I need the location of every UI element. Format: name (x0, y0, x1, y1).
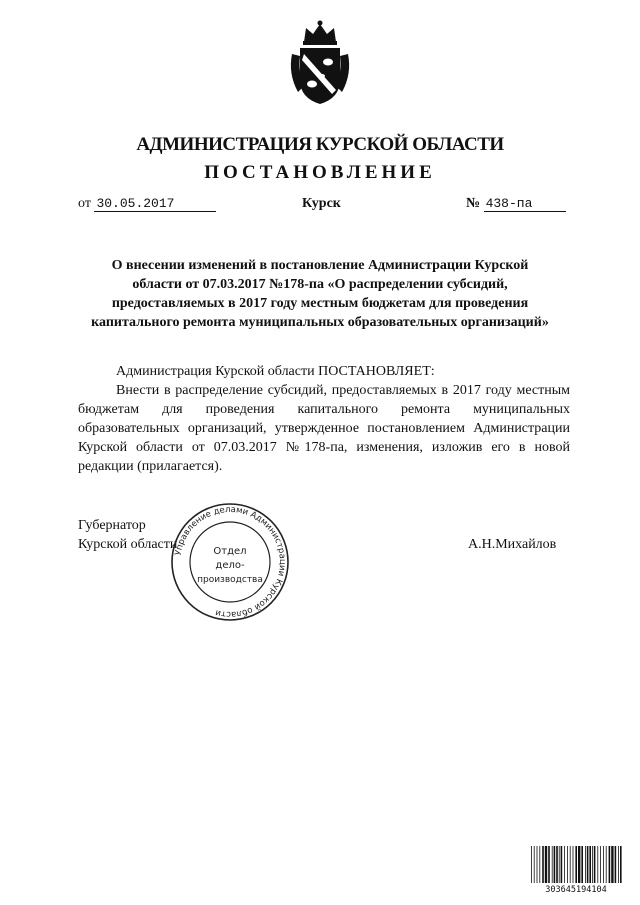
barcode-bar (618, 846, 619, 883)
barcode-bar (537, 846, 538, 883)
barcode-bar (554, 846, 556, 883)
barcode-bar (589, 846, 591, 883)
office-stamp (168, 500, 292, 624)
barcode-bar (585, 846, 586, 883)
barcode-bar (581, 846, 583, 883)
barcode-bar (609, 846, 611, 883)
body-paragraph-1: Администрация Курской области ПОСТАНОВЛЯЕТ: (116, 364, 435, 379)
number-prefix: № (466, 196, 481, 211)
barcode-bar (620, 846, 622, 883)
barcode-bar (548, 846, 550, 883)
barcode-bar (587, 846, 589, 883)
barcode-bar (545, 846, 547, 883)
stamp-line-2: дело- (215, 560, 245, 571)
barcode-bar (534, 846, 535, 883)
barcode-bar (567, 846, 568, 883)
barcode-bar (531, 846, 532, 883)
number-value: 438-па (484, 197, 566, 212)
stamp-outer-text: Управление делами Администрации Курской области (173, 504, 288, 620)
barcode-number: 303645194104 (545, 885, 607, 894)
barcode-bar (575, 846, 577, 883)
stamp-line-3: производства (197, 575, 263, 585)
position-line-1: Губернатор (78, 518, 146, 533)
document-body (78, 362, 570, 476)
kursk-coat-of-arms-icon (286, 20, 354, 106)
barcode-bar (564, 846, 565, 883)
barcode-bar (556, 846, 558, 883)
document-type: ПОСТАНОВЛЕНИЕ (204, 162, 436, 183)
barcode-bar (552, 846, 553, 883)
barcode-bar (606, 846, 607, 883)
body-paragraph-2: Внести в распределение субсидий, предоставляемых в 2017 году местным бюджетам для проведения капитального ремонта муниципальных образовательных организаций, утвержденное постановлением Администрации Курской области от 07.03.2017 №178-па, изменения, изложив его в новой редакции (прилагается). (78, 383, 570, 474)
barcode-bar (603, 846, 604, 883)
stamp-line-1: Отдел (213, 546, 247, 557)
position-line-2: Курской области (78, 537, 178, 552)
document-number (466, 196, 566, 212)
document-subject: О внесении изменений в постановление Администрации Курской области от 07.03.2017 №178-па «О распределении субсидий, предоставляемых в 2017 году местным бюджетам для проведения капитального ремонта муниципальных образовательных организаций» (91, 258, 549, 330)
barcode-bar (573, 846, 574, 883)
barcode-bar (611, 846, 613, 883)
document-city: Курск (302, 196, 341, 211)
barcode (530, 846, 622, 894)
barcode-bar (592, 846, 593, 883)
barcode-bar (600, 846, 601, 883)
date-prefix: от (78, 196, 91, 211)
signatory-name: А.Н.Михайлов (468, 537, 557, 552)
barcode-bar (570, 846, 571, 883)
barcode-bar (597, 846, 598, 883)
barcode-bar (559, 846, 560, 883)
barcode-bars (531, 846, 622, 883)
document-date (78, 196, 216, 212)
barcode-bar (578, 846, 580, 883)
barcode-bar (594, 846, 596, 883)
barcode-bar (539, 846, 540, 883)
barcode-bar (561, 846, 563, 883)
signatory-position (78, 516, 177, 554)
barcode-bar (542, 846, 544, 883)
barcode-bar (615, 846, 617, 883)
organization-title: АДМИНИСТРАЦИЯ КУРСКОЙ ОБЛАСТИ (136, 134, 504, 155)
date-value: 30.05.2017 (94, 197, 216, 212)
